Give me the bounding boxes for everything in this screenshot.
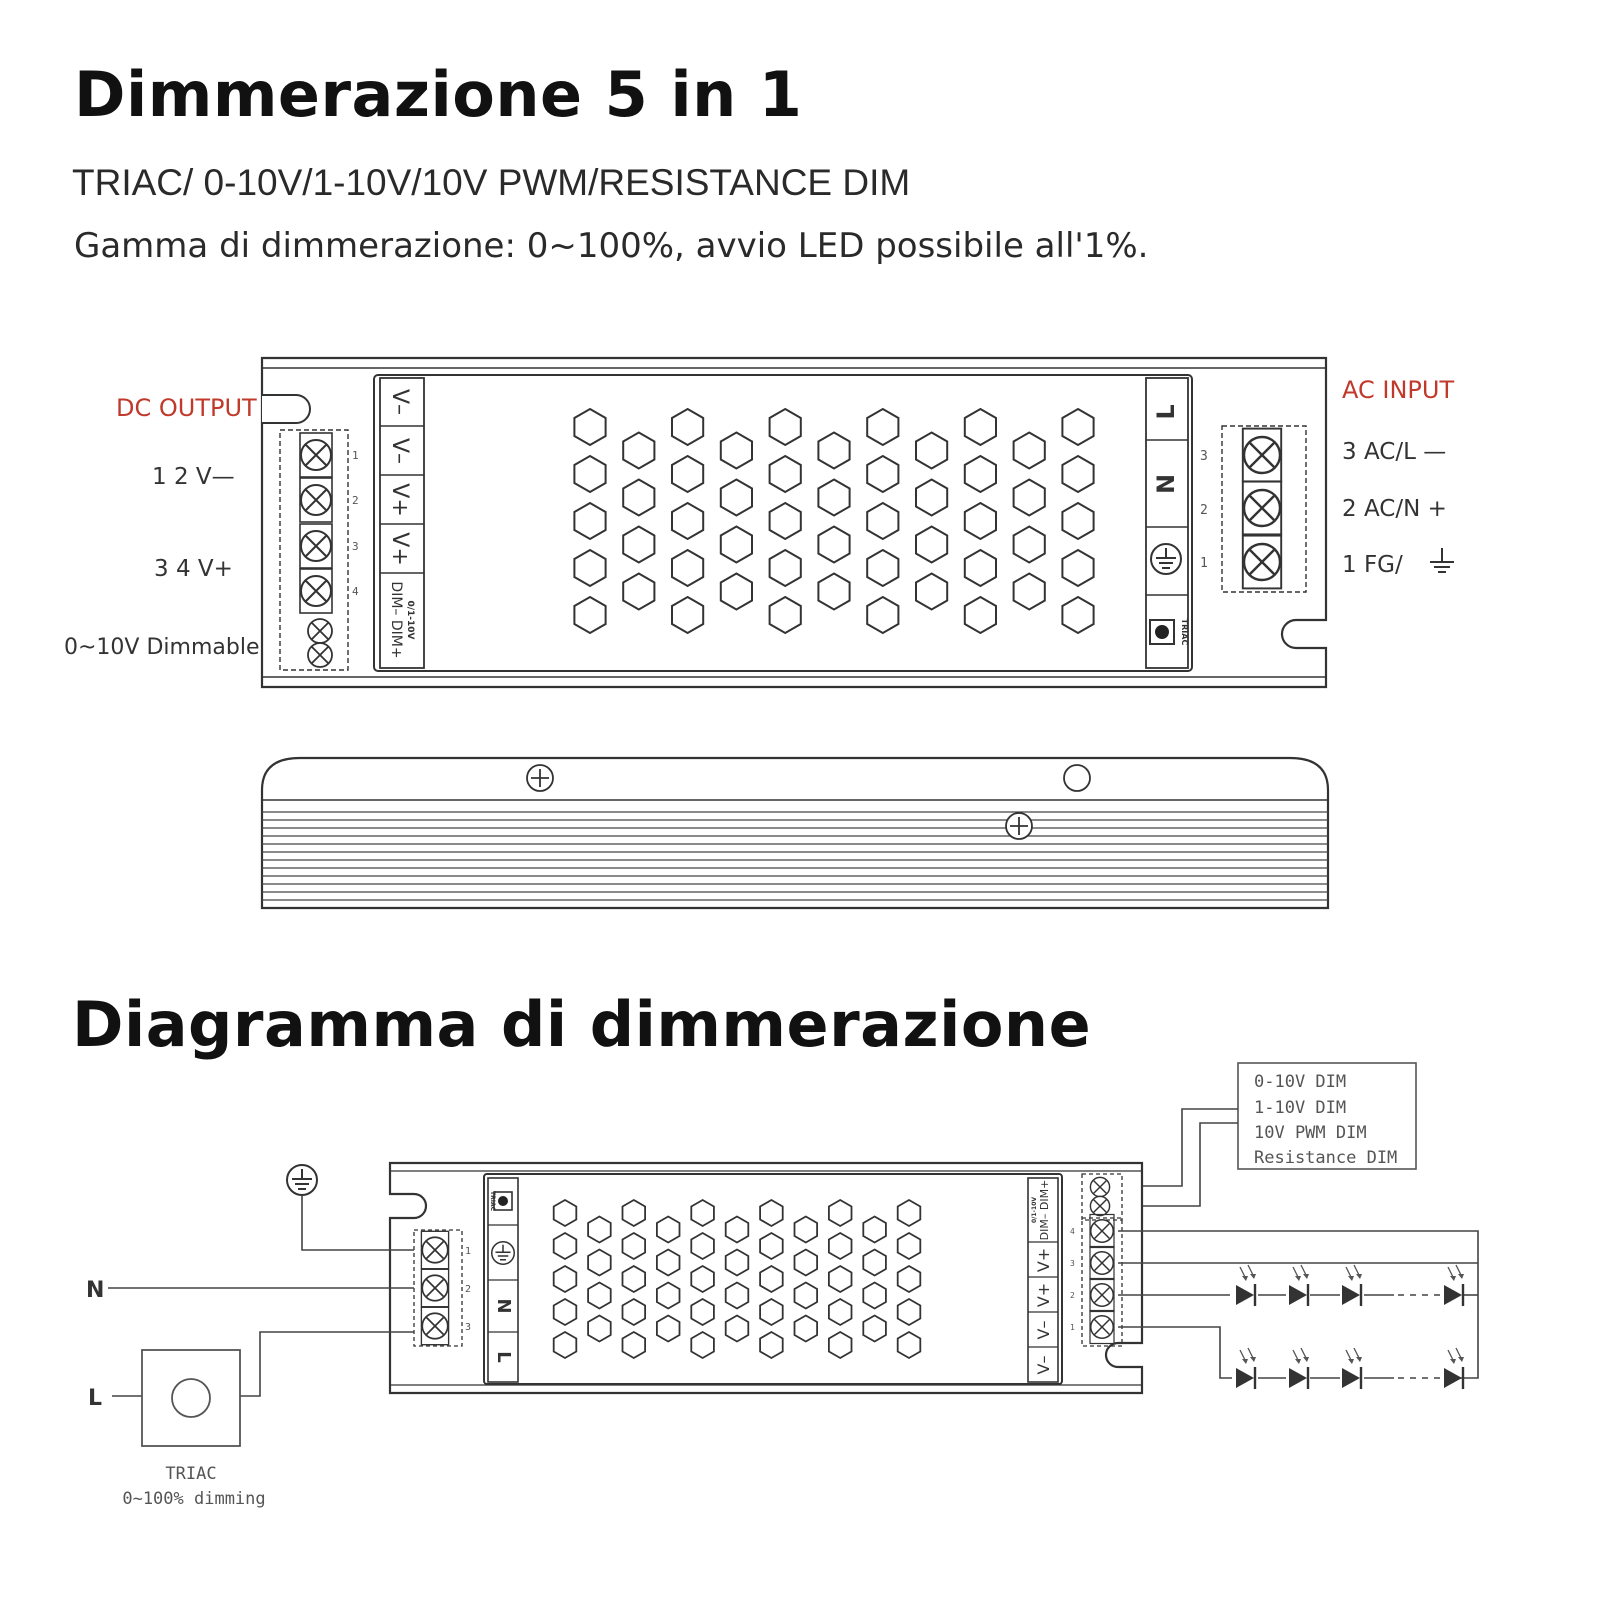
earth-ground-icon bbox=[1151, 544, 1181, 574]
vent-hexagon bbox=[1014, 433, 1045, 469]
pin-label-v-plus: 3 4 V+ bbox=[154, 556, 233, 582]
strip-label-triac: TRIAC bbox=[1180, 618, 1189, 646]
vent-hexagon bbox=[898, 1233, 921, 1259]
vent-hexagon bbox=[863, 1283, 886, 1309]
vent-hexagon bbox=[588, 1283, 611, 1309]
vent-hexagon bbox=[818, 574, 849, 610]
vent-hexagon bbox=[554, 1266, 577, 1292]
wiring-dim-screw-b-icon bbox=[1090, 1196, 1109, 1215]
vent-hexagon bbox=[574, 456, 605, 492]
dc-term-num-1: 1 bbox=[352, 449, 359, 462]
vent-hexagon bbox=[691, 1266, 714, 1292]
vent-hexagon bbox=[770, 597, 801, 633]
pin-label-ac-n: 2 AC/N + bbox=[1342, 496, 1447, 522]
vent-hexagon bbox=[726, 1250, 749, 1276]
triac-caption: TRIAC bbox=[165, 1464, 217, 1484]
vent-hexagon bbox=[898, 1266, 921, 1292]
vent-hexagon bbox=[574, 503, 605, 539]
led-diode-icon bbox=[1342, 1348, 1362, 1389]
vent-hexagon bbox=[760, 1332, 783, 1358]
vent-hexagon bbox=[1014, 480, 1045, 516]
vent-hexagon bbox=[623, 527, 654, 563]
wiring-strip-dim: DIM– DIM+ bbox=[1038, 1179, 1051, 1241]
triac-knob-icon bbox=[1155, 625, 1169, 639]
vent-hexagon bbox=[574, 409, 605, 445]
mains-l-label: L bbox=[88, 1386, 103, 1411]
side-screw-left-icon bbox=[527, 765, 553, 791]
led-diode-icon bbox=[1236, 1348, 1256, 1389]
dimming-modes-subtitle: TRIAC/ 0-10V/1-10V/10V PWM/RESISTANCE DIM bbox=[72, 162, 911, 203]
vent-hexagon bbox=[760, 1200, 783, 1226]
ac-input-label-strip bbox=[1146, 378, 1189, 668]
led-diode-icon bbox=[1289, 1348, 1309, 1389]
vent-hexagon bbox=[623, 433, 654, 469]
wiring-strip-dim-range: 0/1-10V bbox=[1031, 1196, 1038, 1224]
vent-hexagon bbox=[795, 1316, 818, 1342]
vent-hexagon bbox=[898, 1332, 921, 1358]
wiring-strip-v-minus-2: V– bbox=[1034, 1355, 1053, 1375]
wiring-ac-strip bbox=[488, 1178, 518, 1382]
wiring-dc-strip bbox=[1028, 1178, 1058, 1382]
side-view-housing bbox=[262, 758, 1328, 908]
vent-hexagon bbox=[863, 1250, 886, 1276]
vent-hexagon bbox=[623, 574, 654, 610]
vent-hexagon bbox=[623, 1200, 646, 1226]
vent-hexagon bbox=[898, 1299, 921, 1325]
vent-hexagon bbox=[726, 1316, 749, 1342]
vent-hexagon bbox=[829, 1200, 852, 1226]
wiring-strip-n: N bbox=[493, 1298, 514, 1314]
strip-label-v-plus-2: V+ bbox=[387, 532, 412, 566]
vent-hexagon bbox=[818, 433, 849, 469]
strip-label-dim: DIM– DIM+ bbox=[388, 581, 404, 659]
wiring-ac-num-3: 3 bbox=[465, 1322, 472, 1333]
vent-hexagon bbox=[1062, 503, 1093, 539]
dim-box-line-1: 0-10V DIM bbox=[1254, 1072, 1347, 1092]
pin-label-v-minus: 1 2 V— bbox=[152, 464, 235, 490]
vent-hexagon bbox=[916, 480, 947, 516]
vent-hexagon bbox=[1014, 574, 1045, 610]
ground-symbol-icon bbox=[1430, 548, 1454, 572]
dim-terminal-screw-b-icon bbox=[308, 643, 332, 667]
vent-hexagon bbox=[867, 550, 898, 586]
vent-hexagon bbox=[672, 597, 703, 633]
wiring-strip-v-minus-1: V– bbox=[1034, 1320, 1053, 1340]
vent-hexagon bbox=[760, 1299, 783, 1325]
wiring-earth-icon bbox=[492, 1242, 515, 1265]
vent-hexagon bbox=[795, 1283, 818, 1309]
side-screw-bottom-icon bbox=[1006, 813, 1032, 839]
led-diode-icon bbox=[1444, 1265, 1464, 1306]
vent-hexagon bbox=[770, 550, 801, 586]
triac-dimmer bbox=[142, 1350, 240, 1446]
vent-hexagon bbox=[691, 1200, 714, 1226]
wiring-dc-num-4: 4 bbox=[1070, 1227, 1075, 1236]
vent-hexagon bbox=[657, 1283, 680, 1309]
vent-hexagon bbox=[965, 503, 996, 539]
vent-hexagon bbox=[898, 1200, 921, 1226]
dc-output-label-strip bbox=[380, 378, 424, 668]
dim-box-line-2: 1-10V DIM bbox=[1254, 1098, 1347, 1118]
wiring-strip-v-plus-2: V+ bbox=[1034, 1282, 1053, 1308]
vent-hexagon bbox=[672, 409, 703, 445]
vent-hexagon bbox=[721, 480, 752, 516]
vent-hexagon bbox=[554, 1233, 577, 1259]
vent-hexagon bbox=[916, 574, 947, 610]
vent-hexagon bbox=[829, 1266, 852, 1292]
vent-hexagon bbox=[554, 1299, 577, 1325]
vent-hexagon bbox=[672, 550, 703, 586]
vent-hexagon bbox=[863, 1316, 886, 1342]
vent-hexagon bbox=[1062, 597, 1093, 633]
vent-hexagon bbox=[574, 597, 605, 633]
ac-term-num-2: 2 bbox=[1200, 503, 1208, 518]
vent-hexagon bbox=[623, 1299, 646, 1325]
led-output-wires bbox=[1118, 1231, 1478, 1378]
dim-controller-box bbox=[1238, 1063, 1416, 1169]
vent-hexagon bbox=[770, 456, 801, 492]
dc-output-label: DC OUTPUT bbox=[116, 394, 257, 422]
dim-terminal-screw-a-icon bbox=[308, 619, 332, 643]
wiring-ac-num-2: 2 bbox=[465, 1284, 472, 1295]
ac-term-num-3: 3 bbox=[1200, 449, 1208, 464]
vent-hexagon bbox=[829, 1233, 852, 1259]
pin-label-dimmable: 0~10V Dimmable bbox=[64, 635, 260, 660]
vent-hexagon bbox=[818, 480, 849, 516]
led-string-bottom bbox=[1236, 1348, 1464, 1389]
dc-term-num-3: 3 bbox=[352, 540, 359, 553]
vent-hexagon bbox=[672, 503, 703, 539]
vent-hexagon bbox=[829, 1299, 852, 1325]
vent-hexagon bbox=[867, 597, 898, 633]
strip-label-l: L bbox=[1152, 404, 1180, 420]
vent-hexagon bbox=[795, 1250, 818, 1276]
vent-hexagon bbox=[574, 550, 605, 586]
vent-hexagon bbox=[672, 456, 703, 492]
wiring-strip-v-plus-1: V+ bbox=[1034, 1247, 1053, 1273]
vent-hexagon bbox=[691, 1233, 714, 1259]
vent-hexagon bbox=[965, 456, 996, 492]
wiring-dc-num-3: 3 bbox=[1070, 1259, 1075, 1268]
mains-n-label: N bbox=[86, 1278, 105, 1303]
wiring-strip-triac: TRIAC bbox=[489, 1191, 496, 1211]
triac-dimmer-knob-icon bbox=[172, 1379, 210, 1417]
vent-hexagon bbox=[721, 574, 752, 610]
vent-hexagon bbox=[588, 1250, 611, 1276]
vent-hexagon bbox=[867, 456, 898, 492]
vent-hexagon bbox=[867, 409, 898, 445]
vent-hexagon bbox=[1062, 456, 1093, 492]
vent-hexagon bbox=[623, 1332, 646, 1358]
strip-label-dim-range: 0/1-10V bbox=[405, 600, 415, 640]
vent-hexagon bbox=[588, 1316, 611, 1342]
ac-term-num-1: 1 bbox=[1200, 556, 1208, 571]
wiring-dc-num-2: 2 bbox=[1070, 1291, 1075, 1300]
vent-hexagon bbox=[916, 527, 947, 563]
ac-input-label: AC INPUT bbox=[1342, 376, 1455, 404]
led-diode-icon bbox=[1342, 1265, 1362, 1306]
page-title: Dimmerazione 5 in 1 bbox=[74, 58, 803, 131]
triac-range-caption: 0~100% dimming bbox=[122, 1489, 266, 1509]
vent-hexagon bbox=[760, 1233, 783, 1259]
vent-hexagon bbox=[691, 1299, 714, 1325]
dimming-range-subtitle: Gamma di dimmerazione: 0~100%, avvio LED possibile all'1%. bbox=[74, 226, 1149, 266]
vent-hexagon bbox=[965, 409, 996, 445]
vent-hexagon bbox=[554, 1200, 577, 1226]
vent-hexagon bbox=[657, 1250, 680, 1276]
wiring-dc-num-1: 1 bbox=[1070, 1323, 1075, 1332]
led-diode-icon bbox=[1236, 1265, 1256, 1306]
pin-label-ac-l: 3 AC/L — bbox=[1342, 439, 1447, 465]
dc-term-num-4: 4 bbox=[352, 585, 359, 598]
vent-hexagon bbox=[770, 503, 801, 539]
vent-hexagon bbox=[726, 1217, 749, 1243]
strip-label-v-minus-1: V– bbox=[387, 388, 412, 416]
vent-hexagon bbox=[863, 1217, 886, 1243]
vent-hexagon bbox=[554, 1332, 577, 1358]
mains-earth-icon bbox=[287, 1165, 317, 1195]
vent-hexagon bbox=[965, 550, 996, 586]
vent-hexagon bbox=[916, 433, 947, 469]
wiring-dim-screw-a-icon bbox=[1090, 1177, 1109, 1196]
dc-term-num-2: 2 bbox=[352, 494, 359, 507]
vent-hexagon bbox=[623, 480, 654, 516]
vent-hexagon bbox=[588, 1217, 611, 1243]
vent-hexagon bbox=[795, 1217, 818, 1243]
vent-hexagon bbox=[965, 597, 996, 633]
vent-hexagon bbox=[657, 1316, 680, 1342]
section-title-diagram: Diagramma di dimmerazione bbox=[72, 988, 1092, 1061]
wiring-strip-l: L bbox=[493, 1351, 514, 1363]
vent-hexagon bbox=[818, 527, 849, 563]
vent-hexagon bbox=[1062, 550, 1093, 586]
vent-hexagon bbox=[691, 1332, 714, 1358]
vent-hexagon bbox=[657, 1217, 680, 1243]
vent-hexagon bbox=[829, 1332, 852, 1358]
vent-hexagon bbox=[623, 1233, 646, 1259]
vent-hexagon bbox=[1014, 527, 1045, 563]
vent-hexagon bbox=[726, 1283, 749, 1309]
vent-hexagon bbox=[721, 433, 752, 469]
wiring-triac-knob-icon bbox=[498, 1196, 508, 1206]
vent-hexagon bbox=[867, 503, 898, 539]
vent-hexagon bbox=[1062, 409, 1093, 445]
strip-label-v-minus-2: V– bbox=[387, 437, 412, 465]
led-diode-icon bbox=[1444, 1348, 1464, 1389]
wiring-ac-num-1: 1 bbox=[465, 1246, 472, 1257]
vent-hexagon bbox=[770, 409, 801, 445]
strip-label-v-plus-1: V+ bbox=[387, 483, 412, 517]
pin-label-fg: 1 FG/ bbox=[1342, 552, 1403, 578]
vent-hexagon bbox=[623, 1266, 646, 1292]
led-diode-icon bbox=[1289, 1265, 1309, 1306]
led-string-top bbox=[1236, 1265, 1464, 1306]
vent-hexagon bbox=[760, 1266, 783, 1292]
dim-box-line-3: 10V PWM DIM bbox=[1254, 1123, 1367, 1143]
strip-label-n: N bbox=[1152, 473, 1180, 495]
side-hole-right-icon bbox=[1064, 765, 1090, 791]
vent-hexagon bbox=[721, 527, 752, 563]
dim-box-line-4: Resistance DIM bbox=[1254, 1148, 1398, 1168]
